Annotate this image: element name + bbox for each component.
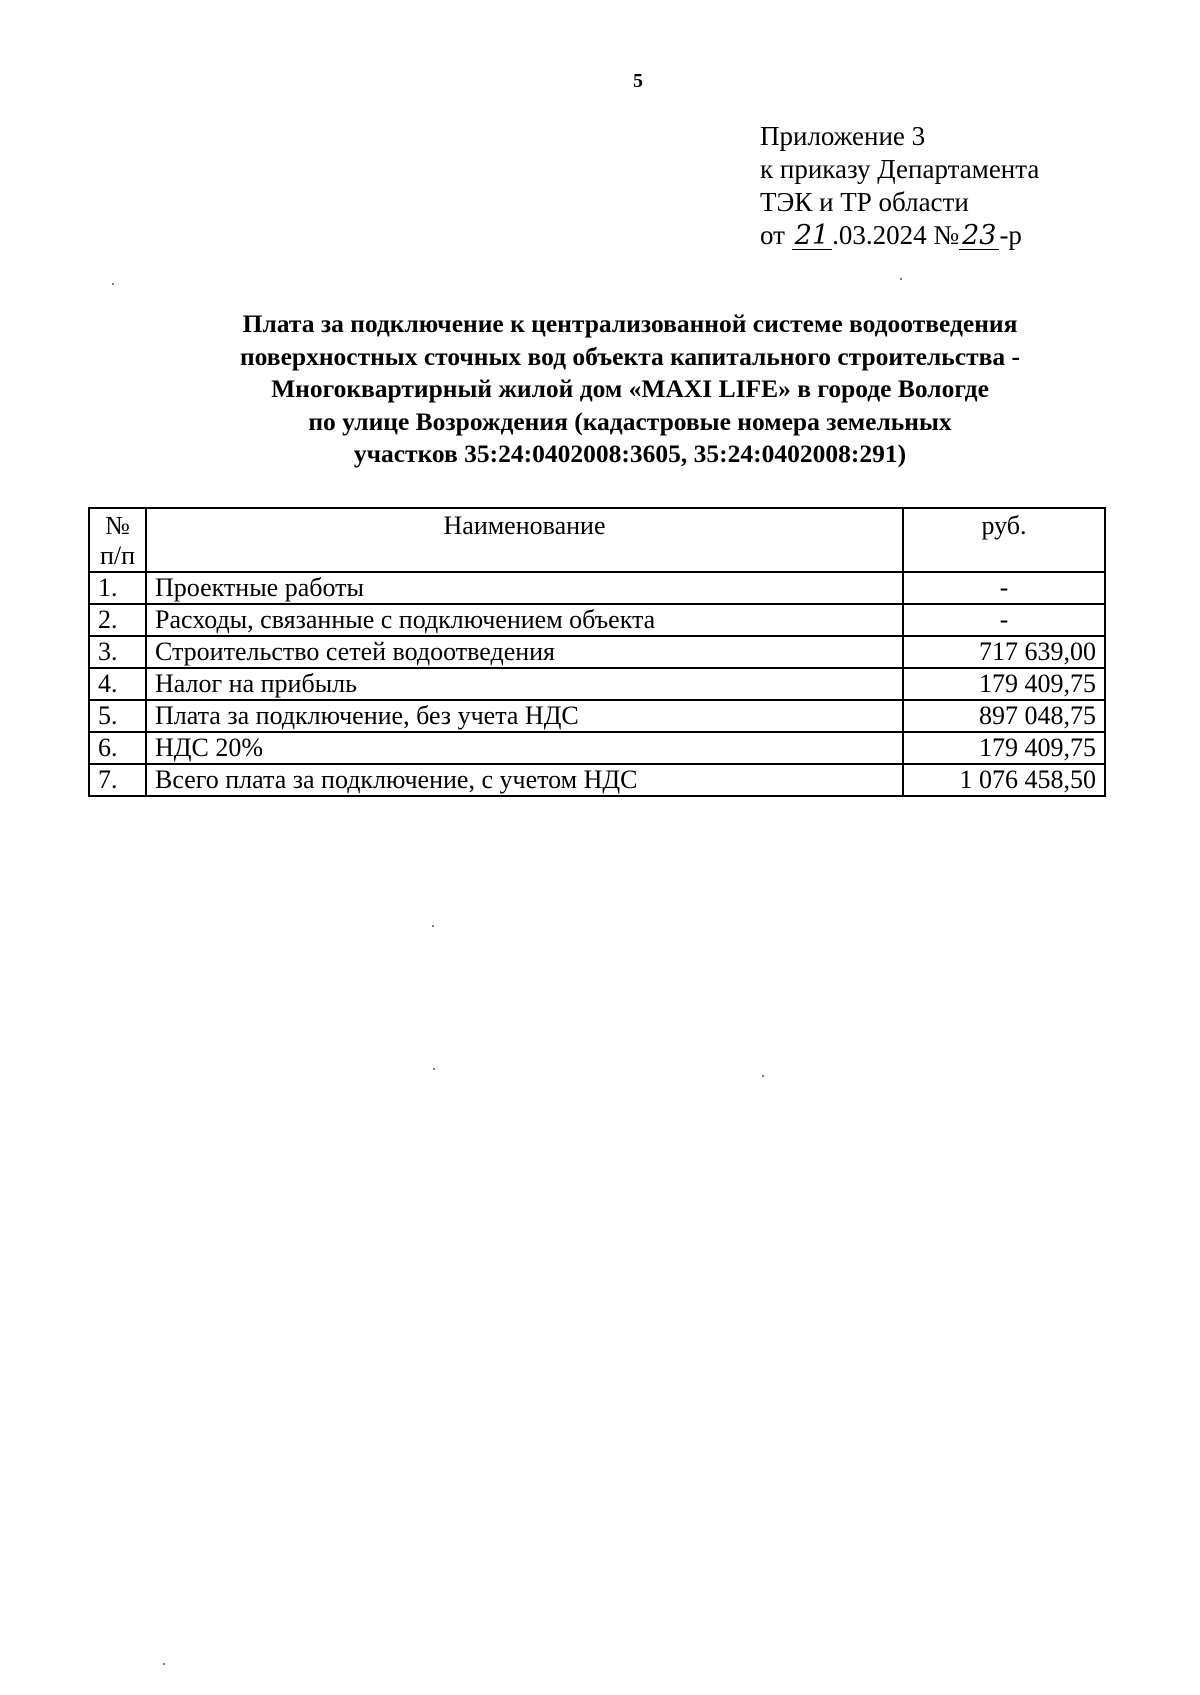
row-number: 7.: [89, 764, 146, 796]
scan-speck: [433, 1068, 435, 1070]
row-amount: 1 076 458,50: [903, 764, 1105, 796]
header-name: Наименование: [146, 508, 903, 572]
header-number: [89, 508, 146, 572]
row-name: Налог на прибыль: [146, 668, 903, 700]
row-amount: 717 639,00: [903, 636, 1105, 668]
table-row: [89, 732, 1105, 764]
row-name: НДС 20%: [146, 732, 903, 764]
row-name: Всего плата за подключение, с учетом НДС: [146, 764, 903, 796]
scan-speck: [163, 1663, 165, 1665]
cost-table: [88, 507, 1106, 797]
row-number: 3.: [89, 636, 146, 668]
appendix-order-reference: к приказу Департамента: [760, 154, 1040, 184]
appendix-block: [760, 120, 1039, 252]
table-row: [89, 700, 1105, 732]
table-row: [89, 636, 1105, 668]
title-line: Плата за подключение к централизованной системе водоотведения: [242, 309, 1018, 338]
header-number-line2: п/п: [99, 541, 136, 570]
row-amount: 897 048,75: [903, 700, 1105, 732]
appendix-date-line: [760, 219, 1039, 252]
row-amount: -: [903, 604, 1105, 636]
appendix-title: Приложение 3: [760, 121, 926, 151]
row-number: 2.: [89, 604, 146, 636]
scan-speck: [900, 278, 902, 280]
row-amount: 179 409,75: [903, 668, 1105, 700]
row-number: 5.: [89, 700, 146, 732]
row-name: Плата за подключение, без учета НДС: [146, 700, 903, 732]
table-row: [89, 764, 1105, 796]
title-line: участков 35:24:0402008:3605, 35:24:0402008:291): [353, 439, 907, 468]
table-row: [89, 668, 1105, 700]
table-header-row: [89, 508, 1105, 572]
handwritten-day: 21: [792, 223, 832, 250]
title-line: по улице Возрождения (кадастровые номера земельных: [308, 406, 952, 436]
title-line: Многоквартирный жилой дом «MAXI LIFE» в городе Вологде: [271, 374, 989, 403]
row-name: Расходы, связанные с подключением объекта: [146, 604, 903, 636]
table-row: [89, 604, 1105, 636]
row-number: 1.: [89, 572, 146, 604]
document-title: [130, 308, 1130, 471]
appendix-department: ТЭК и ТР области: [760, 187, 969, 217]
date-rest: .03.2024 №: [832, 220, 960, 250]
title-line: поверхностных сточных вод объекта капитального строительства -: [239, 341, 1020, 371]
row-number: 6.: [89, 732, 146, 764]
handwritten-order-number: 23: [959, 223, 999, 250]
scan-speck: [762, 1075, 764, 1077]
row-amount: 179 409,75: [903, 732, 1105, 764]
scan-speck: [112, 283, 114, 285]
row-name: Строительство сетей водоотведения: [146, 636, 903, 668]
header-number-line1: №: [105, 511, 130, 540]
date-prefix: от: [760, 220, 792, 250]
table-row: [89, 572, 1105, 604]
order-suffix: -р: [999, 220, 1022, 250]
row-amount: -: [903, 572, 1105, 604]
page-number: 5: [633, 70, 643, 92]
header-amount: руб.: [903, 508, 1105, 572]
row-number: 4.: [89, 668, 146, 700]
scan-speck: [432, 925, 434, 927]
row-name: Проектные работы: [146, 572, 903, 604]
